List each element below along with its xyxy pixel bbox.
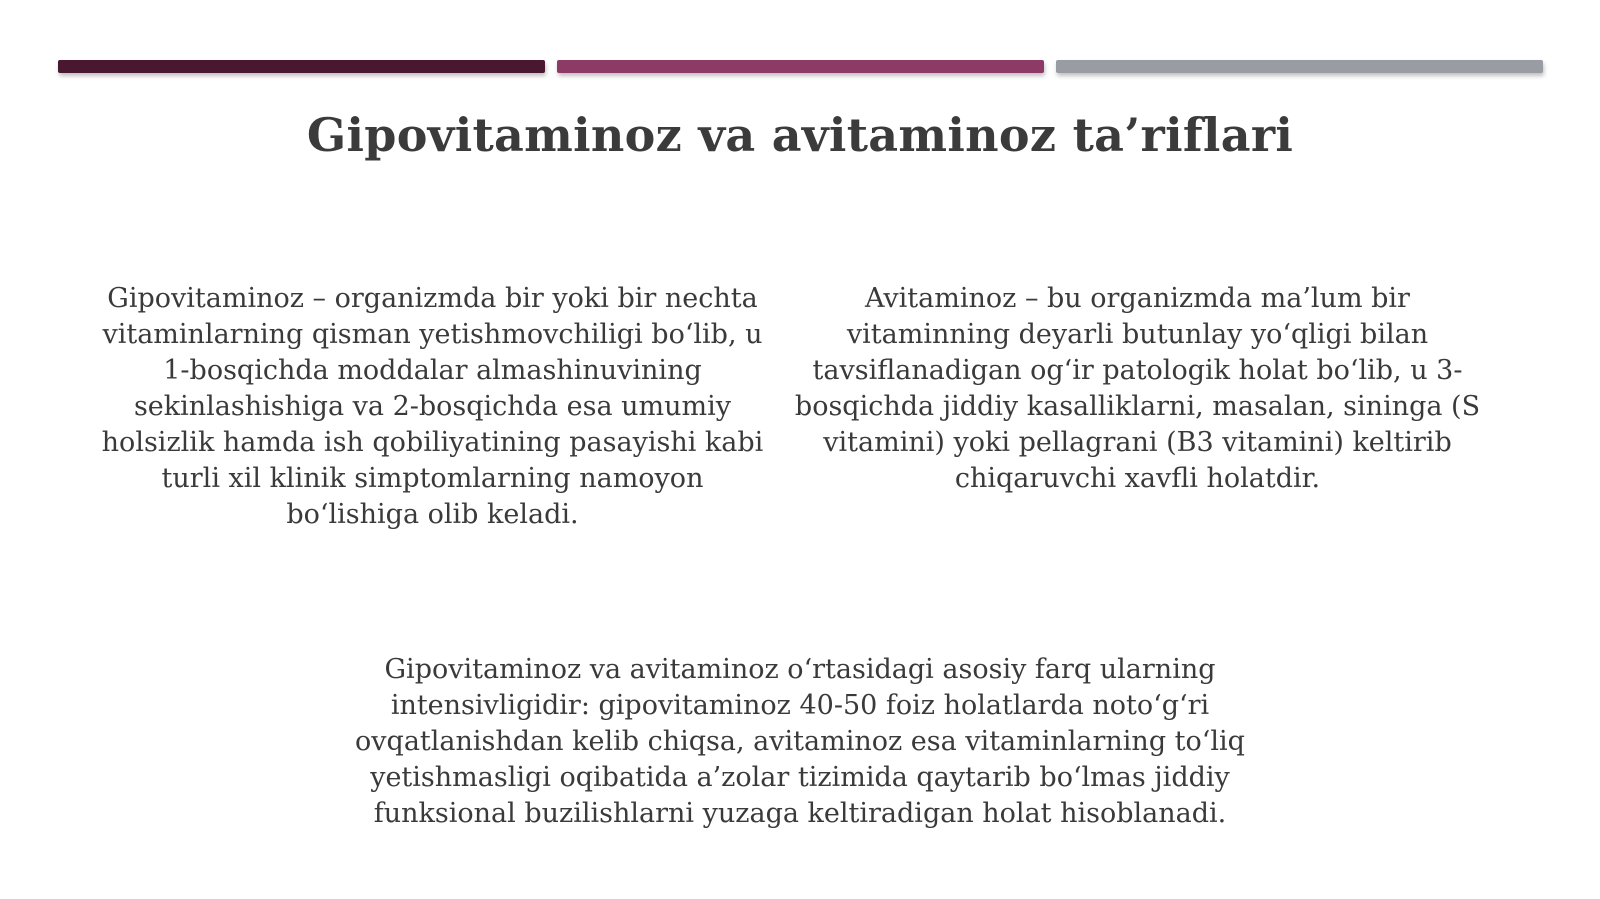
slide-title: Gipovitaminoz va avitaminoz ta’riflari bbox=[306, 108, 1294, 162]
accent-bar-magenta bbox=[557, 60, 1044, 73]
accent-bar-dark bbox=[58, 60, 545, 73]
difference-summary: Gipovitaminoz va avitaminoz o‘rtasidagi asosiy farq ularning intensivligidir: gipovitaminoz 40-50 foiz holatlarda noto‘g‘ri ovqatlanishdan kelib chiqsa, avitaminoz esa vitaminlarning to‘liq yetishmasligi oqibatida a’zolar tizimida qaytarib bo‘lmas jiddiy funksional buzilishlarni yuzaga keltiradigan holat hisoblanadi. bbox=[355, 654, 1245, 829]
accent-bar-gray bbox=[1056, 60, 1543, 73]
avitaminosis-definition: Avitaminoz – bu organizmda ma’lum bir vitaminning deyarli butunlay yo‘qligi bilan tavsiflanadigan og‘ir patologik holat bo‘lib, u 3-bosqichda jiddiy kasalliklarni, masalan, sininga (S vitamini) yoki pellagrani (B3 vitamini) keltirib chiqaruvchi xavfli holatdir. bbox=[794, 283, 1481, 494]
hypovitaminosis-definition: Gipovitaminoz – organizmda bir yoki bir nechta vitaminlarning qisman yetishmovchiligi bo‘lib, u 1-bosqichda moddalar almashinuvining sekinlashishiga va 2-bosqichda esa umumiy holsizlik hamda ish qobiliyatining pasayishi kabi turli xil klinik simptomlarning namoyon bo‘lishiga olib keladi. bbox=[101, 283, 764, 530]
